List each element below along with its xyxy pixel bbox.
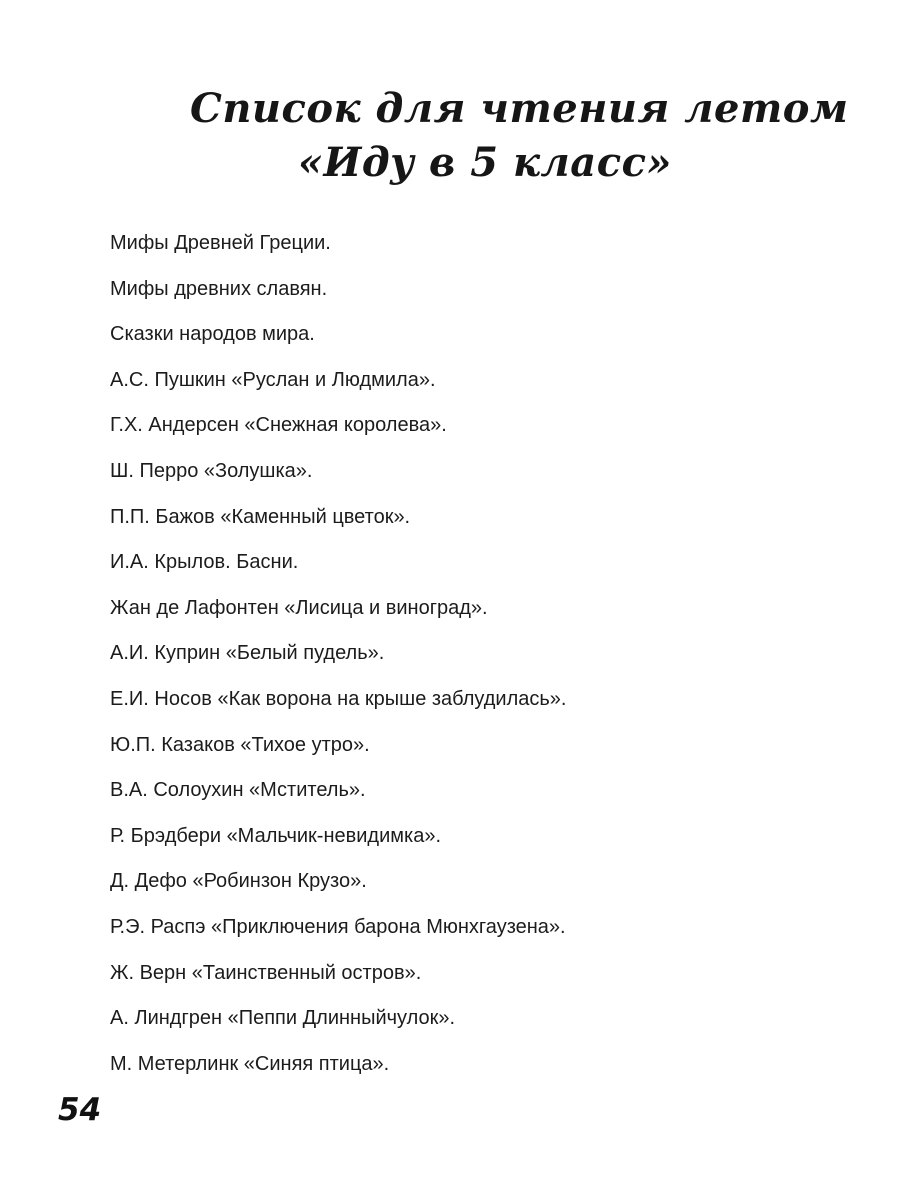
list-item: Мифы древних славян. (110, 277, 328, 300)
list-item: Жан де Лафонтен «Лисица и виноград». (110, 596, 488, 619)
list-item: Г.Х. Андерсен «Снежная королева». (110, 414, 447, 437)
list-item: Р. Брэдбери «Мальчик-невидимка». (110, 824, 441, 847)
list-item: И.А. Крылов. Басни. (110, 551, 299, 574)
page-title (190, 82, 849, 190)
list-item: М. Метерлинк «Синяя птица». (110, 1052, 390, 1075)
list-item: Р.Э. Распэ «Приключения барона Мюнхгаузена». (110, 915, 566, 938)
reading-list (110, 228, 810, 1094)
list-item: В.А. Солоухин «Мститель». (110, 779, 366, 802)
title-line-1: Список для чтения летом (190, 85, 849, 132)
list-item: Сказки народов мира. (110, 323, 315, 346)
list-item: Д. Дефо «Робинзон Крузо». (110, 870, 367, 893)
title-line-2: «Иду в 5 класс» (298, 139, 672, 186)
list-item: Ж. Верн «Таинственный остров». (110, 961, 422, 984)
list-item: Мифы Древней Греции. (110, 232, 331, 254)
list-item: П.П. Бажов «Каменный цветок». (110, 505, 411, 528)
list-item: Е.И. Носов «Как ворона на крыше заблудилась». (110, 687, 567, 710)
list-item: А.И. Куприн «Белый пудель». (110, 642, 385, 665)
list-item: А. Линдгрен «Пеппи Длинныйчулок». (110, 1007, 456, 1030)
list-item: Ш. Перро «Золушка». (110, 459, 313, 482)
page-number: 54 (58, 1092, 102, 1128)
list-item: Ю.П. Казаков «Тихое утро». (110, 733, 370, 756)
list-item: А.С. Пушкин «Руслан и Людмила». (110, 368, 436, 391)
